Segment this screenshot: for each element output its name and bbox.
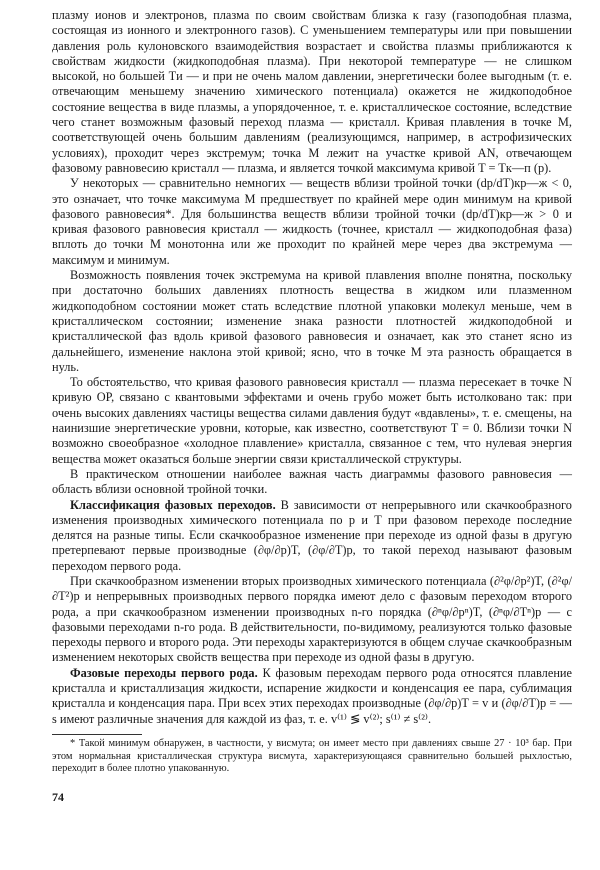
paragraph-extremum-explanation: Возможность появления точек экстремума на кривой плавления вполне понятна, поскольку при достаточно больших давлениях плотность вещества в жидком или плазменном жидкоподобном состоянии может стать вследствие плотной упаковки молекул меньше, чем в кристаллическом состоянии; изменение знака разности плотностей жидкоподобной и кристаллической фаз вдоль кривой фазового равновесия и означает, как это станет ясно из дальнейшего, изменение наклона этой кривой; ясно, что в точке M эта разность обращается в нуль. (52, 268, 572, 374)
paragraph-plasma-properties: плазму ионов и электронов, плазма по своим свойствам близка к газу (газоподобная плазма, состоящая из ионного и электронного газов). С уменьшением температуры или при повышении давления роль кулоновского взаимодействия возрастает и свойства плазмы приближаются к свойствам жидкости (жидкоподобная плазма). При некоторой температуре — не слишком высокой, но большей Tи — и при не очень малом давлении, энергетически более выгодным (т. е. отвечающим меньшему значению химического потенциала) окажется не жидкоподобное состояние вещества в виде плазмы, а упорядоченное, т. е. кристаллическое состояние, вследствие чего станет возможным фазовый переход плазма — кристалл. Кривая плавления в точке M, соответствующей очень большим давлениям (реализующимся, например, в астрофизических условиях), проходит через экстремум; точка M лежит на участке кривой AN, отвечающем фазовому равновесию кристалл — плазма, и является точкой максимума кривой T = Tк—п (p). (52, 8, 572, 175)
paragraph-classification (52, 498, 572, 574)
paragraph-first-order-text: К фазовым переходам первого рода относятся плавление кристалла и кристаллизация жидкости, испарение жидкости и конденсация ее пара, сублимация кристалла и конденсация пара. При всех этих переходах производные (∂φ/∂p)T = v и (∂φ/∂T)p = —s имеют различные значения для каждой из фаз, т. е. v⁽¹⁾ ≶ v⁽²⁾; s⁽¹⁾ ≠ s⁽²⁾. (52, 665, 573, 726)
footnote-divider (52, 734, 142, 735)
paragraph-classification-text: В зависимости от непрерывного или скачкообразного изменения производных химического потенциала по p и T при фазовом переходе последние делятся на разные типы. Если скачкообразное изменение при переходе из одной фазы в другую претерпевают первые производные (∂φ/∂p)T, (∂φ/∂T)p, то такой переход называют фазовым переходом первого рода. (52, 497, 572, 573)
book-page (52, 8, 572, 805)
paragraph-second-order-transitions: При скачкообразном изменении вторых производных химического потенциала (∂²φ/∂p²)T, (∂²φ/∂T²)p и непрерывных производных первого порядка имеют дело с фазовым переходом второго рода, а при скачкообразном изменении производных n-го порядка (∂ⁿφ/∂pⁿ)T, (∂ⁿφ/∂Tⁿ)p — с фазовыми переходами n-го рода. В действительности, по-видимому, реализуются только фазовые переходы первого и второго рода. Эти переходы характеризуются в общем случае скачкообразным изменением некоторых свойств вещества при переходе из одной фазы в другую. (52, 573, 572, 665)
heading-classification: Классификация фазовых переходов. (70, 497, 276, 512)
page-number: 74 (52, 789, 64, 804)
paragraph-quantum-effects: То обстоятельство, что кривая фазового равновесия кристалл — плазма пересекает в точке N кривую OP, связано с квантовыми эффектами и очень грубо может быть истолковано так: при очень высоких давлениях частицы вещества силами давления будут «вдавлены», т. е. смещены, на наинизшие энергетические уровни, которые, как известно, соответствуют T = 0. Вблизи точки N возможно своеобразное «холодное плавление» кристалла, связанное с тем, что нулевая энергия вещества может оказаться больше энергии связи кристаллической структуры. (52, 375, 572, 466)
paragraph-melting-curve-extremum: У некоторых — сравнительно немногих — веществ вблизи тройной точки (dp/dT)кр—ж < 0, это означает, что точке максимума M предшествует по крайней мере один минимум на кривой фазового равновесия*. Для большинства веществ вблизи тройной точки (dp/dT)кр—ж > 0 и кривая фазового равновесия кристалл — жидкость (точнее, кристалл — жидкоподобная фаза) вплоть до точки M монотонна или же проходит по крайней мере через два экстремума — максимум и минимум. (52, 176, 572, 267)
footnote-bismuth: * Такой минимум обнаружен, в частности, у висмута; он имеет место при давлениях свыше 27 · 10³ бар. При этом нормальная кристаллическая структура висмута, характеризующаяся сравнительно большей рыхлостью, переходит в более плотно упакованную. (52, 737, 572, 775)
heading-first-order: Фазовые переходы первого рода. (70, 665, 258, 680)
paragraph-triple-point-region: В практическом отношении наиболее важная часть диаграммы фазового равновесия — область вблизи основной тройной точки. (52, 466, 572, 497)
paragraph-first-order (52, 666, 572, 727)
